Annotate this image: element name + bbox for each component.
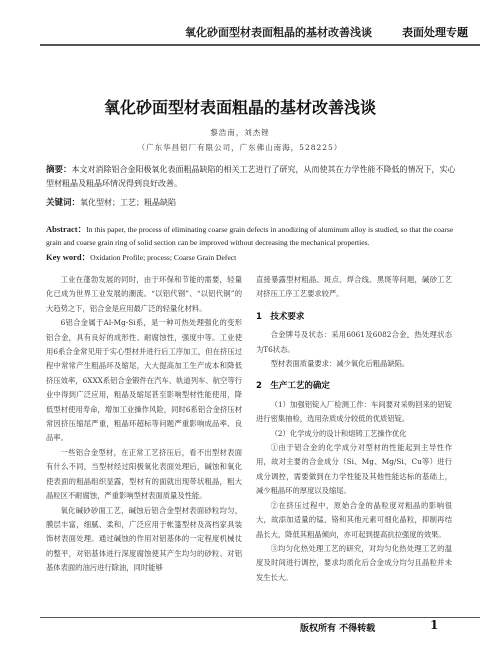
paragraph: 直接暴露型材粗晶、斑点、焊合线、黑斑等问题，碱砂工艺对挤压工序工艺要求较严。 (256, 275, 452, 299)
page-number: 1 (430, 618, 439, 632)
paragraph: （2）化学成分的设计和熔铸工艺操作优化 (270, 428, 407, 438)
section-heading-2: 2 生产工艺的确定 (256, 381, 330, 392)
abstract-en-text: In this paper, the process of eliminating coarse grain defects in anodizing of aluminum alloy is studied, so that the coarse grain and coarse grain ring of solid section can be improved without decreasing the mechanical properties. (46, 225, 454, 247)
abstract-cn-label: 摘要： (46, 165, 72, 175)
running-title: 氧化砂面型材表面粗晶的基材改善浅谈 (185, 26, 372, 39)
paragraph: 6铝合金属于Al-Mg-Si系，是一种可热处理强化的变形铝合金，具有良好的成形性、耐腐蚀性，强度中等。工业使用6系合金常见用于实心型材并进行后工序加工，但在挤压过程中常常产生粗晶环及缩尾，大大提高加工生产成本和降低挤压效率，6XXX系铝合金锻件在汽车、轨道列车、航空等行业中得到广泛应用，粗晶及缩尾甚至影响型材性能使用，降低型材使用寿命，增加工业操作风险，同时6系铝合金挤压材常因挤压缩尾严重，粗晶环超标等问题严重影响成品率、良品率。 (46, 318, 242, 443)
paragraph: （1）加强铝锭入厂检测工作：车间要对采购回来的铝锭进行密集抽检，选用杂质成分较低的优质铝锭。 (256, 399, 452, 424)
running-header (0, 0, 480, 46)
paragraph: ③均匀化热处理工艺的研究，对均匀化热处理工艺的温度及时间进行调控，要求均质化后合金成分均匀且晶粒并未发生长大。 (256, 543, 452, 582)
footer-rule (40, 617, 480, 618)
keywords-cn (46, 196, 176, 208)
body-column-left (46, 273, 242, 576)
paragraph: ①由于铝合金的化学成分对型材的性能起到主导性作用，故对主要的合金成分（Si、Mg、Mg/Si、Cu等）进行成分调控，需要做到在力学性能及其他性能达标的基础上，减少粗晶环的厚度以及缩尾。 (256, 443, 452, 496)
abstract-cn-text: 本文对消除铝合金阳极氧化表面粗晶缺陷的相关工艺进行了研究，从而使其在力学性能不降低的情况下，实心型材粗晶及粗晶环情况得到良好改善。 (46, 165, 456, 188)
keywords-en (46, 251, 236, 263)
paragraph: 工业在蓬勃发展的同时，由于环保和节能的需要，轻量化已成为世界工业发展的潮流。“以铝代钢”、“以铝代铜”的大趋势之下，铝合金是应用最广泛的轻量化材料。 (46, 275, 242, 313)
abstract-en-label: Abstract： (46, 224, 87, 234)
keywords-en-text: Oxidation Profile; process; Coarse Grain Defect (90, 253, 237, 262)
article-title: 氧化砂面型材表面粗晶的基材改善浅谈 (103, 98, 376, 117)
header-rule (40, 44, 480, 46)
keywords-cn-text: 氧化型材；工艺；粗晶缺陷 (80, 198, 177, 207)
paragraph: 型材表面质量要求：减少氧化后粗晶缺陷。 (270, 359, 410, 369)
affiliation: （广东华昌铝厂有限公司，广东佛山南海，528225） (137, 143, 343, 152)
column-name: 表面处理专题 (402, 26, 468, 39)
authors: 黎浩南，刘杰锉 (210, 128, 270, 137)
keywords-en-label: Key word： (46, 252, 91, 262)
section-heading-1: 1 技术要求 (256, 311, 305, 322)
paragraph: ②在挤压过程中，原始合金的晶粒度对粗晶的影响很大，故添加适量的锰、铬和其他元素可细化晶粒，抑制再结晶长大，降低其粗晶倾向，亦可起到提高抗拉强度的效果。 (256, 500, 452, 539)
keywords-cn-label: 关键词： (46, 198, 81, 208)
copyright-notice: 版权所有 不得转载 (300, 624, 376, 634)
body-column-right (256, 273, 452, 585)
paragraph: 一些铝合金型材，在正常工艺挤压后，看不出型材表面有什么不同，当型材经过阳极氧化表面处理后，碱蚀和氧化使表面的粗晶组织显露，型材有的面就出现带状粗晶，粗大晶粒区不耐腐蚀，严重影响型材表面质量及性能。 (46, 447, 242, 501)
abstract-cn (46, 163, 456, 191)
paragraph: 合金牌号及状态：采用6061及6082合金，热处理状态为T6状态。 (256, 330, 452, 354)
abstract-en (46, 223, 456, 249)
paragraph: 氧化碱砂砂面工艺，碱蚀后铝合金型材表面砂粒均匀，膜层丰富，细腻、柔和，广泛应用于帐篷型材及高档家具装饰材表面处理。通过碱蚀的作用对铝基体的一定程度机械仗的整平，对铝基体进行深度腐蚀使其产生均匀的砂粒、对铝基体表面的油污进行除油，同时能够 (46, 505, 242, 573)
